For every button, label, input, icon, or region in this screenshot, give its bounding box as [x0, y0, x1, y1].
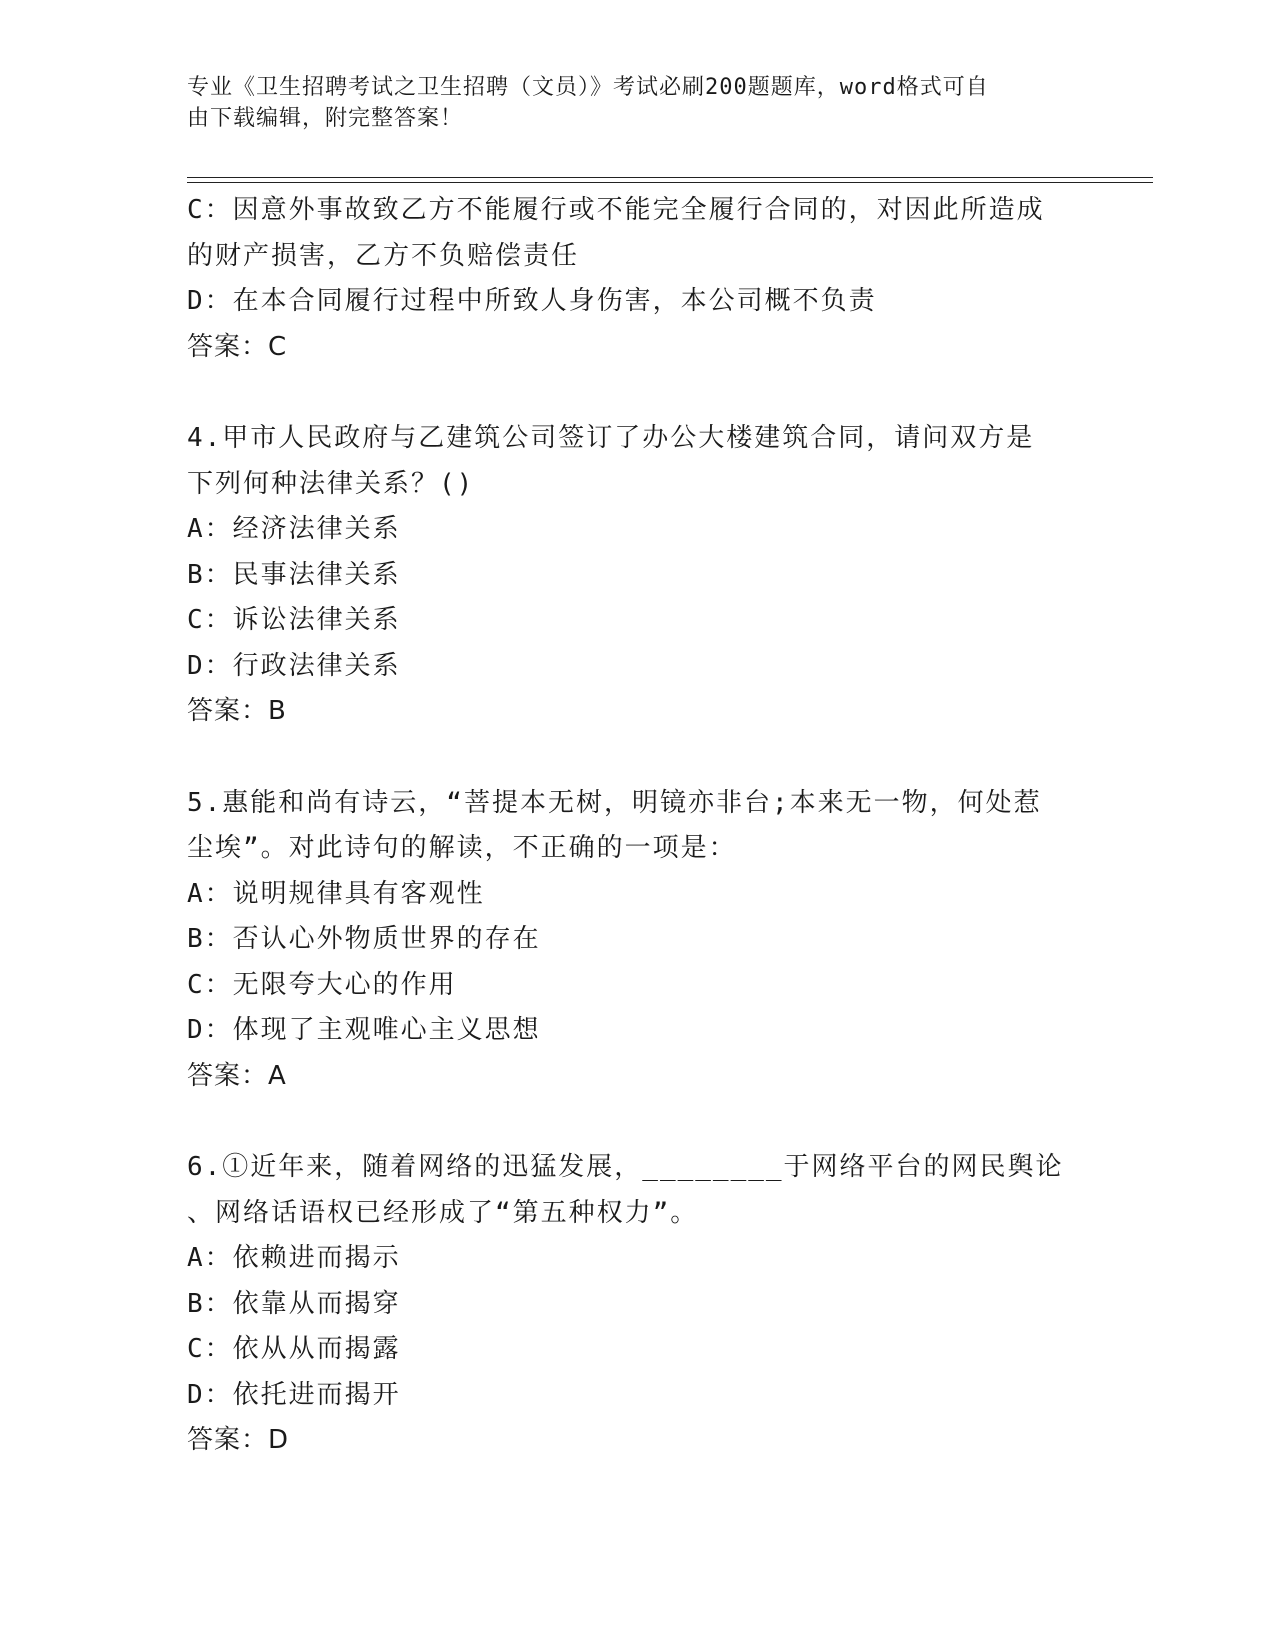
question-6	[187, 1145, 1087, 1464]
option-a: A：说明规律具有客观性	[187, 878, 485, 909]
question-stem-line-1: 5.惠能和尚有诗云，“菩提本无树，明镜亦非台;本来无一物，何处惹	[187, 787, 1042, 818]
question-stem-line-2: 尘埃”。对此诗句的解读，不正确的一项是：	[187, 833, 737, 863]
option-a: A：依赖进而揭示	[187, 1243, 401, 1273]
option-c-line-1: C：因意外事故致乙方不能履行或不能完全履行合同的，对因此所造成	[187, 195, 1045, 225]
question-5	[187, 781, 1087, 1100]
question-stem-line-2: 、网络话语权已经形成了“第五种权力”。	[187, 1197, 699, 1228]
option-d: D：体现了主观唯心主义思想	[187, 1015, 541, 1045]
question-content	[187, 188, 1087, 1464]
question-continuation	[187, 188, 1087, 370]
spacer	[187, 735, 1087, 781]
option-c-line-2: 的财产损害，乙方不负赔偿责任	[187, 240, 580, 271]
option-c: C：诉讼法律关系	[187, 605, 401, 635]
option-a: A：经济法律关系	[187, 514, 401, 544]
option-c: C：依从从而揭露	[187, 1334, 401, 1364]
answer: 答案：B	[187, 696, 287, 726]
answer: 答案：A	[187, 1060, 287, 1091]
header-divider-bottom	[187, 182, 1153, 183]
header-line-1: 专业《卫生招聘考试之卫生招聘（文员）》考试必刷200题题库，word格式可自	[187, 75, 989, 100]
question-stem-line-2: 下列何种法律关系？()	[187, 468, 475, 499]
question-4	[187, 416, 1087, 735]
option-d: D：在本合同履行过程中所致人身伤害，本公司概不负责	[187, 286, 877, 316]
option-d: D：依托进而揭开	[187, 1379, 401, 1410]
document-header	[187, 72, 1067, 134]
option-b: B：否认心外物质世界的存在	[187, 924, 541, 954]
spacer	[187, 370, 1087, 416]
answer: 答案：C	[187, 331, 288, 362]
header-divider-top	[187, 177, 1153, 178]
option-b: B：民事法律关系	[187, 559, 401, 590]
option-b: B：依靠从而揭穿	[187, 1288, 401, 1319]
option-c: C：无限夸大心的作用	[187, 969, 457, 1000]
header-line-2: 由下载编辑，附完整答案！	[187, 106, 464, 131]
option-d: D：行政法律关系	[187, 650, 401, 681]
spacer	[187, 1099, 1087, 1145]
answer: 答案：D	[187, 1425, 290, 1455]
question-stem-line-1: 4.甲市人民政府与乙建筑公司签订了办公大楼建筑合同，请问双方是	[187, 423, 1035, 453]
question-stem-line-1: 6.①近年来，随着网络的迅猛发展，________于网络平台的网民舆论	[187, 1152, 1064, 1182]
